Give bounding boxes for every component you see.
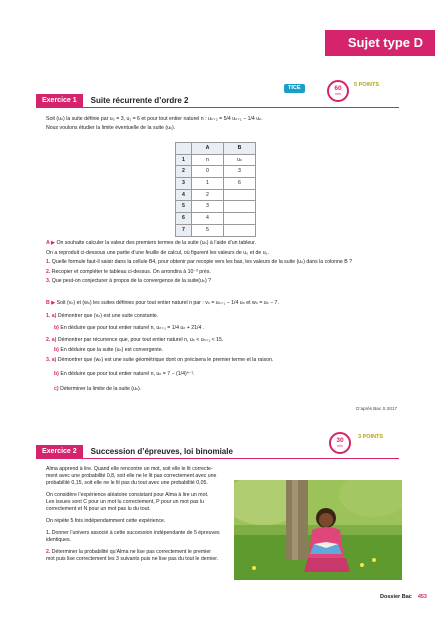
table-cell: 1	[192, 178, 224, 190]
table-row	[176, 224, 256, 236]
timer-unit: min	[337, 443, 343, 448]
question-number: 1.	[46, 530, 51, 537]
question-number: 1. a)	[46, 313, 57, 320]
text-line: On considère l’expérience aléatoire consistant pour Alma à lire un mot.	[46, 492, 209, 499]
question	[46, 259, 396, 266]
table-cell: A	[192, 143, 224, 155]
tice-badge: TICE	[284, 84, 305, 93]
table-cell: 4	[192, 213, 224, 225]
part-text: Soit (vₙ) et (wₙ) les suites définies pour tout entier naturel n par : vₙ = uₙ₊₁ − 1/4 uₙ et wₙ = uₙ − 7.	[56, 300, 279, 306]
table-cell	[224, 213, 256, 225]
points-label: 5 POINTS	[354, 82, 380, 88]
timer-badge	[327, 80, 349, 102]
text-line: probabilité 0,15, soit elle ne le lit pas du tout avec une probabilité 0,05.	[46, 480, 208, 487]
exercise-header	[36, 94, 188, 108]
exercise-text	[46, 466, 231, 563]
question-number: 3. a)	[46, 357, 57, 364]
question	[46, 357, 396, 364]
text-line: Alma apprend à lire. Quand elle rencontre un mot, soit elle le lit correcte-	[46, 466, 213, 472]
page-number: 453	[417, 594, 427, 600]
part-a	[46, 240, 396, 285]
question	[46, 549, 231, 556]
question	[46, 313, 396, 320]
question	[46, 337, 396, 344]
question-number: 2.	[46, 268, 51, 275]
table-row	[176, 201, 256, 213]
table-row	[176, 166, 256, 178]
table-cell: 5	[192, 224, 224, 236]
table-row	[176, 189, 256, 201]
page-banner: Sujet type D	[325, 30, 435, 56]
question-number: 3.	[46, 278, 51, 285]
question-text: Quelle formule faut-il saisir dans la cellule B4, pour obtenir par recopie vers les bas, les valeurs de la suite (uₙ) dans la colonne B ?	[51, 259, 352, 266]
question-number: b)	[54, 347, 59, 354]
table-cell: 2	[192, 189, 224, 201]
spreadsheet-table	[175, 142, 256, 237]
question	[46, 269, 396, 276]
question-text: En déduire que pour tout entier naturel n, uₙ = 7 − (1/4)ⁿ⁻¹.	[60, 371, 195, 378]
part-label: B ▶	[46, 300, 56, 306]
part-label: A ▶	[46, 240, 55, 246]
exercise-tag: Exercice 2	[36, 445, 83, 459]
table-cell: 3	[192, 201, 224, 213]
table-cell	[224, 224, 256, 236]
question	[46, 371, 396, 378]
timer-badge	[329, 432, 351, 454]
question-number: c)	[54, 386, 59, 393]
footer-section: Dossier Bac	[380, 594, 412, 600]
question-text: Démontrer que (vₙ) est une suite constante.	[57, 313, 159, 320]
question-number: 2.	[46, 549, 51, 556]
table-cell: 6	[224, 178, 256, 190]
table-cell: 3	[176, 178, 192, 190]
exercise-intro	[46, 116, 396, 132]
table-header-row	[176, 143, 256, 155]
exercise-header	[36, 445, 233, 459]
text-line: mot puis lise correctement les 3 suivants puis ne lise pas du tout le dernier.	[46, 556, 219, 563]
photo-illustration	[234, 480, 402, 580]
question	[46, 347, 396, 354]
text-line: correctement et N pour un mot pas lu du tout.	[46, 506, 151, 513]
part-a-line	[46, 240, 396, 247]
intro-line: Nous voulons étudier la limite éventuelle de la suite (uₙ).	[46, 125, 176, 132]
text-line: On répète 5 fois indépendamment cette expérience.	[46, 518, 166, 525]
exercise-tag: Exercice 1	[36, 94, 83, 108]
table-row	[176, 154, 256, 166]
question-number: 1.	[46, 259, 51, 266]
question	[46, 386, 396, 393]
part-b-line	[46, 300, 396, 307]
table-row	[176, 178, 256, 190]
timer-value: 30	[336, 437, 344, 444]
table-row	[176, 213, 256, 225]
question-text: Que peut-on conjecturer à propos de la convergence de la suite(uₙ) ?	[51, 278, 212, 285]
table-cell: uₙ	[224, 154, 256, 166]
table-cell: 2	[176, 166, 192, 178]
table-cell: 6	[176, 213, 192, 225]
intro-line: Soit (uₙ) la suite définie par u₀ = 3, u₁ = 6 et pour tout entier naturel n : uₙ₊₂ = 5/4 uₙ₊₁ − 1/4 uₙ.	[46, 116, 263, 122]
photo-girl-reading	[234, 480, 402, 580]
question	[46, 325, 396, 332]
table-cell: B	[224, 143, 256, 155]
question-text: En déduire que pour tout entier naturel n, uₙ₊₁ = 1/4 uₙ + 21/4 .	[60, 325, 205, 332]
question-number: 2. a)	[46, 337, 57, 344]
part-a-line: On a reproduit ci-dessous une partie d’une feuille de calcul, où figurent les valeurs de u₀ et de u₁.	[46, 249, 269, 256]
table-cell: 1	[176, 154, 192, 166]
exercise-title: Succession d’épreuves, loi binomiale	[90, 446, 233, 456]
question-text: Démontrer que (wₙ) est une suite géométrique dont on précisera le premier terme et la raison.	[57, 357, 274, 364]
page-footer	[380, 594, 427, 601]
question-text: Déterminer la probabilité qu’Alma ne lise pas correctement le premier	[51, 549, 211, 556]
table-cell: 5	[176, 201, 192, 213]
table-cell	[176, 143, 192, 155]
question	[46, 530, 231, 537]
part-text: On souhaite calculer la valeur des premiers termes de la suite (uₙ) à l’aide d’un tableur.	[56, 240, 257, 246]
question-text: Recopier et compléter le tableau ci-dessus. On arrondira à 10⁻³ près.	[51, 268, 211, 275]
part-b	[46, 300, 396, 393]
timer-unit: min	[335, 91, 341, 96]
question-text: Déterminer la limite de la suite (uₙ).	[60, 386, 142, 393]
exercise-title: Suite récurrente d’ordre 2	[90, 95, 189, 105]
text-line: Les issues sont C pour un mot lu correctement, P pour un mot pas lu	[46, 499, 204, 506]
question-number: b)	[54, 371, 59, 378]
source-note: D’après Bac S 2017	[356, 406, 397, 411]
points-label: 3 POINTS	[358, 434, 384, 440]
question-text: Donner l’univers associé à cette succession indépendante de 5 épreuves	[51, 530, 220, 537]
table-cell	[224, 189, 256, 201]
question	[46, 278, 396, 285]
table-cell: 7	[176, 224, 192, 236]
text-line: ment avec une probabilité 0,8, soit elle ne le lit pas correctement avec une	[46, 473, 217, 480]
question-text: En déduire que la suite (uₙ) est convergente.	[60, 347, 164, 354]
table-cell: 3	[224, 166, 256, 178]
question-number: b)	[54, 325, 59, 332]
table-cell: 4	[176, 189, 192, 201]
question-text: Démontrer par récurrence que, pour tout entier naturel n, uₙ < uₙ₊₁ < 15.	[57, 337, 224, 344]
timer-value: 60	[334, 85, 342, 92]
table-cell: n	[192, 154, 224, 166]
table-cell: 0	[192, 166, 224, 178]
table-cell	[224, 201, 256, 213]
text-line: identiques.	[46, 537, 72, 544]
